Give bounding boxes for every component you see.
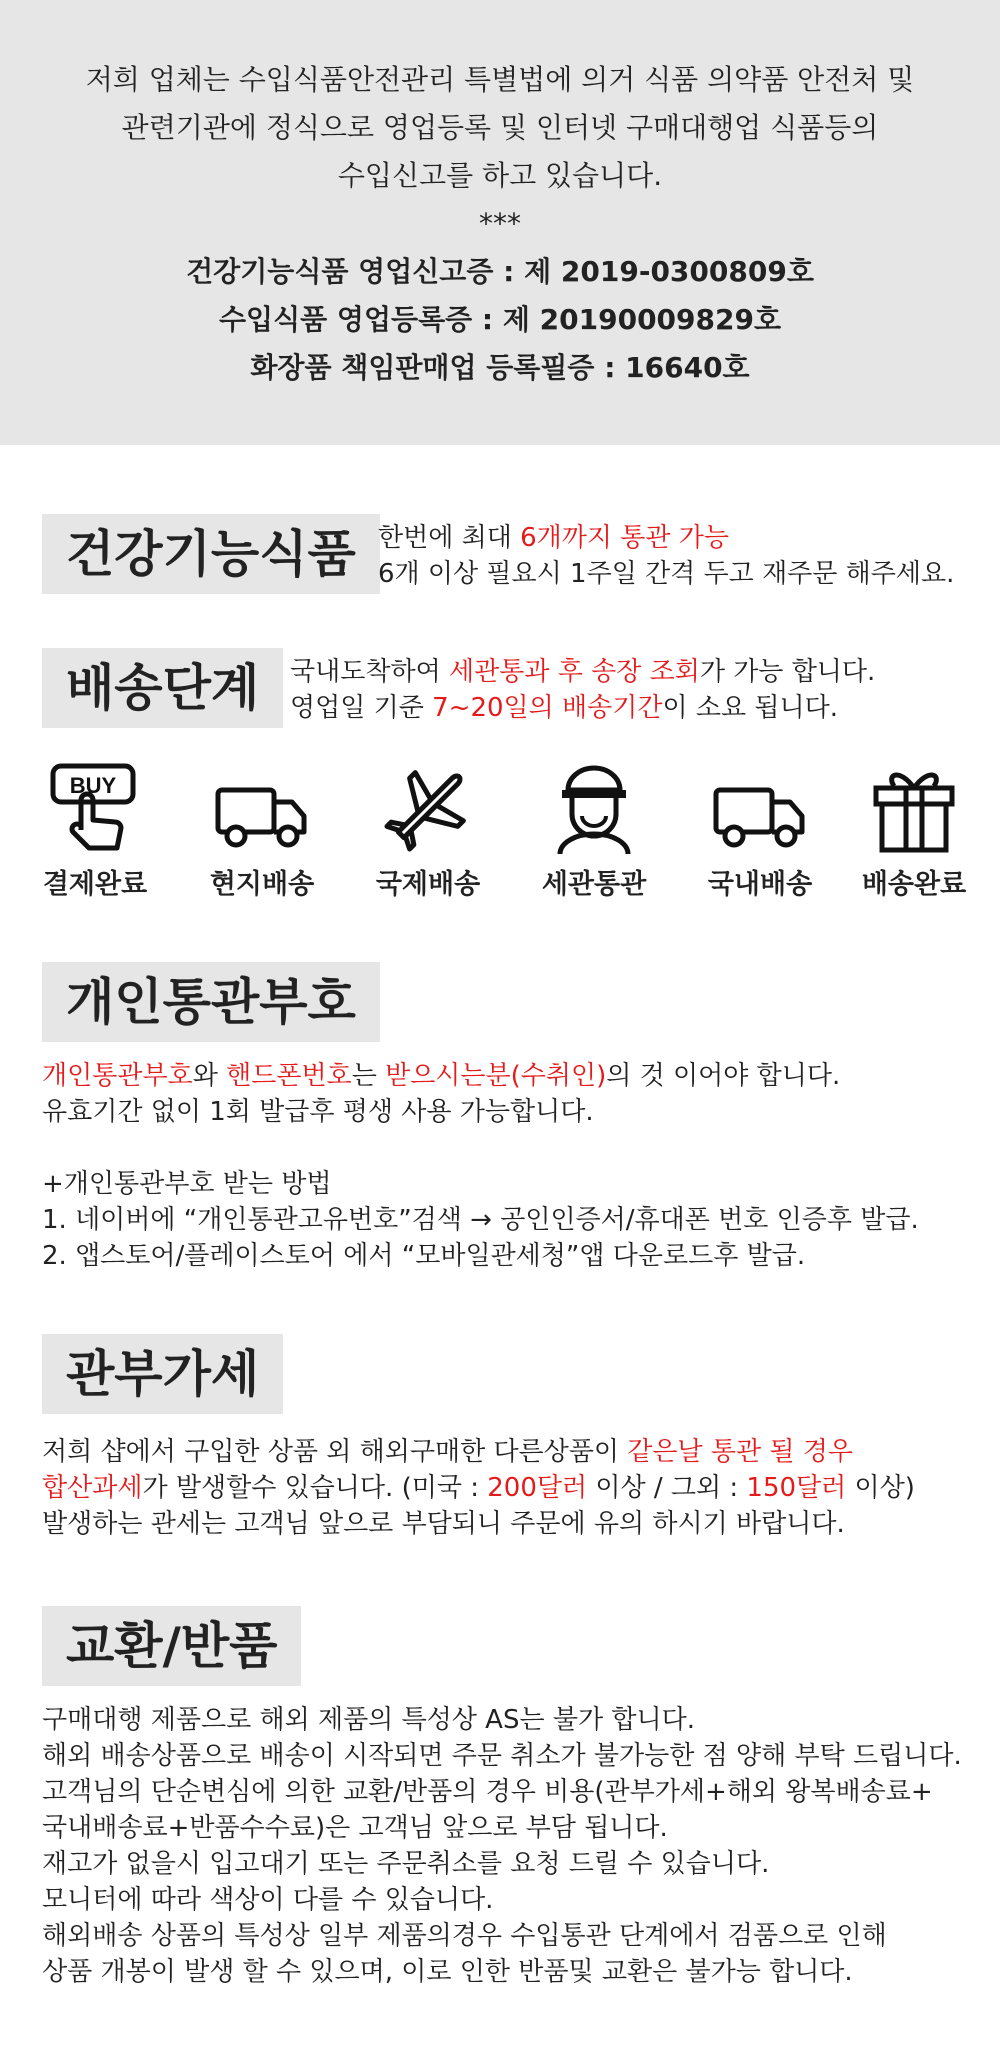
health-line1-text: 한번에 최대: [378, 523, 521, 553]
phone-highlight: 핸드폰번호: [226, 1061, 352, 1091]
step-payment: [25, 760, 165, 901]
customs-id-text: 는: [351, 1061, 386, 1091]
customs-id-how-2: 2. 앱스토어/플레이스토어 에서 “모바일관세청”앱 다운로드후 발급.: [42, 1241, 806, 1271]
notice-line: 관련기관에 정식으로 영업등록 및 인터넷 구매대행업 식품등의: [121, 111, 879, 144]
returns-line: 상품 개봉이 발생 할 수 있으며, 이로 인한 반품및 교환은 불가능 합니다.: [42, 1957, 853, 1987]
buy-label: BUY: [69, 773, 117, 798]
duty-highlight: 같은날 통관 될 경우: [627, 1437, 854, 1467]
duty-text: 가 발생할수 있습니다. (미국 :: [142, 1473, 488, 1503]
license-cosmetic: 화장품 책임판매업 등록필증 : 16640호: [250, 351, 750, 384]
customs-id-text: 의 것 이어야 합니다.: [606, 1061, 841, 1091]
step-label: 결제완료: [42, 869, 148, 900]
delivery-line1-text-end: 가 가능 합니다.: [699, 657, 876, 687]
returns-line: 해외배송 상품의 특성상 일부 제품의경우 수입통관 단계에서 검품으로 인해: [42, 1921, 887, 1951]
customs-id-line1: [42, 1058, 919, 1094]
section-title-customs-id: 개인통관부호: [42, 962, 380, 1042]
license-import: 수입식품 영업등록증 : 제 20190009829호: [218, 303, 782, 336]
step-label: 세관통관: [541, 869, 647, 900]
duty-text: 이상 / 그외 :: [587, 1473, 747, 1503]
health-line2: 6개 이상 필요시 1주일 간격 두고 재주문 해주세요.: [378, 559, 955, 589]
truck-icon: [710, 760, 810, 856]
returns-info: [42, 1702, 962, 1990]
duty-line3: 발생하는 관세는 고객님 앞으로 부담되니 주문에 유의 하시기 바랍니다.: [42, 1509, 845, 1539]
step-local-delivery: [192, 760, 332, 901]
buy-hand-icon: [45, 760, 145, 856]
step-international: [358, 760, 498, 901]
duty-line1: [42, 1434, 915, 1470]
gift-box-icon: [864, 760, 964, 856]
health-line1-highlight: 6개까지 통관 가능: [520, 523, 730, 553]
returns-line: 국내배송료+반품수수료)은 고객님 앞으로 부담 됩니다.: [42, 1813, 668, 1843]
airplane-icon: [378, 760, 478, 856]
notice-line: 수입신고를 하고 있습니다.: [337, 159, 663, 192]
notice-divider: ***: [479, 207, 521, 240]
notice-text: [0, 56, 1000, 392]
step-label: 국내배송: [707, 869, 813, 900]
returns-line: 해외 배송상품으로 배송이 시작되면 주문 취소가 불가능한 점 양해 부탁 드립니다.: [42, 1741, 962, 1771]
returns-line: 모니터에 따라 색상이 다를 수 있습니다.: [42, 1885, 494, 1915]
section-title-delivery: 배송단계: [42, 648, 283, 728]
import-notice-panel: [0, 0, 1000, 445]
delivery-line2-text: 영업일 기준: [290, 693, 433, 723]
duty-highlight: 합산과세: [42, 1473, 143, 1503]
us-limit: 200달러: [487, 1473, 588, 1503]
section-title-returns: 교환/반품: [42, 1606, 301, 1686]
delivery-info: [290, 654, 875, 726]
step-label: 배송완료: [861, 869, 967, 900]
delivery-line2-highlight: 7~20일의 배송기간: [432, 693, 663, 723]
license-health: 건강기능식품 영업신고증 : 제 2019-0300809호: [186, 255, 814, 288]
duty-text: 이상): [846, 1473, 915, 1503]
step-customs: [524, 760, 664, 901]
delivery-line1-highlight: 세관통과 후 송장 조회: [448, 657, 700, 687]
customs-id-line2: 유효기간 없이 1회 발급후 평생 사용 가능합니다.: [42, 1097, 594, 1127]
delivery-line1: [290, 654, 875, 690]
customs-id-how-title: +개인통관부호 받는 방법: [42, 1169, 332, 1199]
delivery-line2-text-end: 이 소요 됩니다.: [662, 693, 838, 723]
health-line1: [378, 520, 954, 556]
recipient-highlight: 받으시는분(수취인): [385, 1061, 607, 1091]
returns-line: 재고가 없을시 입고대기 또는 주문취소를 요청 드릴 수 있습니다.: [42, 1849, 770, 1879]
returns-line: 구매대행 제품으로 해외 제품의 특성상 AS는 불가 합니다.: [42, 1705, 695, 1735]
delivery-line1-text: 국내도착하여: [290, 657, 449, 687]
customs-officer-icon: [544, 760, 644, 856]
duty-line2: [42, 1470, 915, 1506]
customs-id-info: [42, 1058, 919, 1274]
duty-info: [42, 1434, 915, 1542]
step-complete: [844, 760, 984, 901]
customs-id-highlight: 개인통관부호: [42, 1061, 193, 1091]
returns-line: 고객님의 단순변심에 의한 교환/반품의 경우 비용(관부가세+해외 왕복배송료+: [42, 1777, 933, 1807]
delivery-line2: [290, 690, 875, 726]
delivery-steps: [0, 760, 1000, 900]
truck-icon: [212, 760, 312, 856]
notice-line: 저희 업체는 수입식품안전관리 특별법에 의거 식품 의약품 안전처 및: [85, 63, 915, 96]
step-domestic-delivery: [690, 760, 830, 901]
customs-id-how-1: 1. 네이버에 “개인통관고유번호”검색 → 공인인증서/휴대폰 번호 인증후 발급.: [42, 1205, 919, 1235]
step-label: 국제배송: [375, 869, 481, 900]
section-title-health: 건강기능식품: [42, 514, 380, 594]
step-label: 현지배송: [209, 869, 315, 900]
section-title-duty: 관부가세: [42, 1334, 283, 1414]
other-limit: 150달러: [746, 1473, 847, 1503]
health-info: [378, 520, 954, 592]
customs-id-text: 와: [192, 1061, 227, 1091]
duty-text: 저희 샵에서 구입한 상품 외 해외구매한 다른상품이: [42, 1437, 628, 1467]
